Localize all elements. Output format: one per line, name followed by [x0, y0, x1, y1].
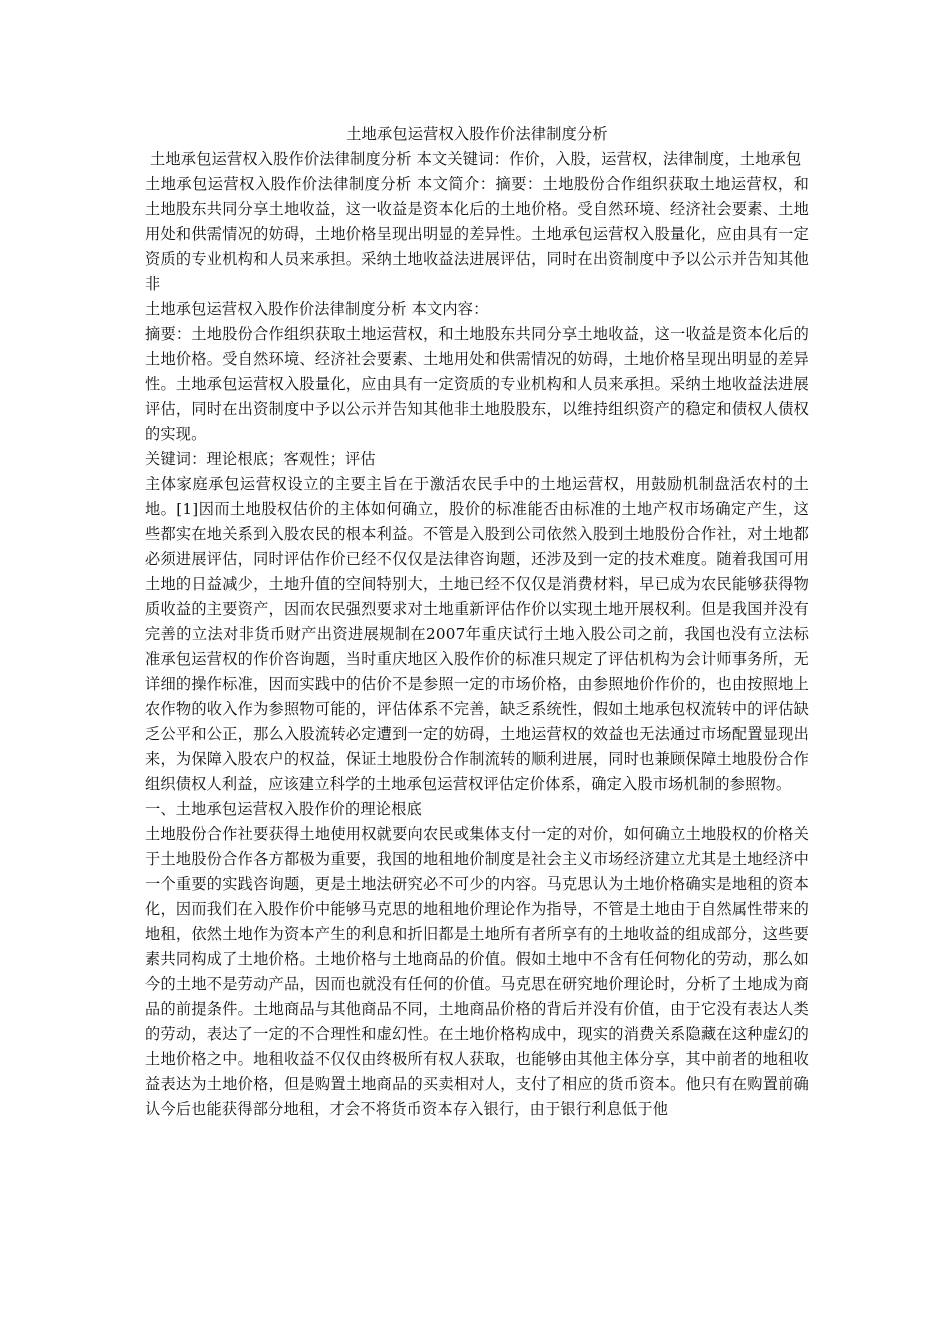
abstract-paragraph: 摘要：土地股份合作组织获取土地运营权，和土地股东共同分享土地收益，这一收益是资本化后的土地价格。受自然环境、经济社会要素、土地用处和供需情况的妨碍，土地价格呈现出明显的差异性。土地承包运营权入股量化，应由具有一定资质的专业机构和人员来承担。采纳土地收益法进展评估，同时在出资制度中予以公示并告知其他非土地股股东，以维持组织资产的稳定和债权人债权的实现。 [145, 325, 809, 443]
document-title: 土地承包运营权入股作价法律制度分析 [346, 125, 608, 143]
body-paragraph: 土地股份合作社要获得土地使用权就要向农民或集体支付一定的对价，如何确立土地股权的价格关于土地股份合作各方都极为重要，我国的地租地价制度是社会主义市场经济建立尤其是土地经济中一个重要的实践咨询题，更是土地法研究必不可少的内容。马克思认为土地价格确实是地租的资本化，因而我们在入股作价中能够马克思的地租地价理论作为指导，不管是土地由于自然属性带来的地租，依然土地作为资本产生的利息和折旧都是土地所有者所享有的土地收益的组成部分，这些要素共同构成了土地价格。土地价格与土地商品的价值。假如土地中不含有任何物化的劳动，那么如今的土地不是劳动产品，因而也就没有任何的价值。马克思在研究地价理论时，分析了土地成为商品的前提条件。土地商品与其他商品不同，土地商品价格的背后并没有价值，由于它没有表达人类的劳动，表达了一定的不合理性和虚幻性。在土地价格构成中，现实的消费关系隐藏在这种虚幻的土地价格之中。地租收益不仅仅由终极所有权人获取，也能够由其他主体分享，其中前者的地租收益表达为土地价格，但是购置土地商品的买卖相对人，支付了相应的货币资本。他只有在购置前确认今后也能获得部分地租，才会不将货币资本存入银行，由于银行利息低于他 [145, 825, 809, 1118]
keywords-line: 土地承包运营权入股作价法律制度分析 本文关键词：作价，入股，运营权，法律制度，土地承包 [145, 150, 802, 168]
section-heading: 一、土地承包运营权入股作价的理论根底 [145, 800, 422, 818]
summary-paragraph: 土地承包运营权入股作价法律制度分析 本文简介：摘要：土地股份合作组织获取土地运营权，和土地股东共同分享土地收益，这一收益是资本化后的土地价格。受自然环境、经济社会要素、土地用处和供需情况的妨碍，土地价格呈现出明显的差异性。土地承包运营权入股量化，应由具有一定资质的专业机构和人员来承担。采纳土地收益法进展评估，同时在出资制度中予以公示并告知其他非 [145, 175, 809, 293]
keywords-paragraph: 关键词：理论根底；客观性；评估 [145, 450, 376, 468]
body-paragraph: 主体家庭承包运营权设立的主要主旨在于激活农民手中的土地运营权，用鼓励机制盘活农村的土地。[1]因而土地股权估价的主体如何确立，股价的标准能否由标准的土地产权市场确定产生，这些都实在地关系到入股农民的根本利益。不管是入股到公司依然入股到土地股份合作社，对土地都必须进展评估，同时评估作价已经不仅仅是法律咨询题，还涉及到一定的技术难度。随着我国可用土地的日益减少，土地升值的空间特别大，土地已经不仅仅是消费材料，早已成为农民能够获得物质收益的主要资产，因而农民强烈要求对土地重新评估作价以实现土地开展权利。但是我国并没有完善的立法对非货币财产出资进展规制在2007年重庆试行土地入股公司之前，我国也没有立法标准承包运营权的作价咨询题，当时重庆地区入股作价的标准只规定了评估机构为会计师事务所，无详细的操作标准，因而实践中的估价不是参照一定的市场价格，由参照地价作价的，也由按照地上农作物的收入作为参照物可能的，评估体系不完善，缺乏系统性，假如土地承包权流转中的评估缺乏公平和公正，那么入股流转必定遭到一定的妨碍，土地运营权的效益也无法通过市场配置显现出来，为保障入股农户的权益，保证土地股份合作制流转的顺利进展，同时也兼顾保障土地股份合作组织债权人利益，应该建立科学的土地承包运营权评估定价体系，确定入股市场机制的参照物。 [145, 475, 809, 793]
content-heading: 土地承包运营权入股作价法律制度分析 本文内容： [145, 300, 489, 318]
document-page [145, 122, 809, 1122]
